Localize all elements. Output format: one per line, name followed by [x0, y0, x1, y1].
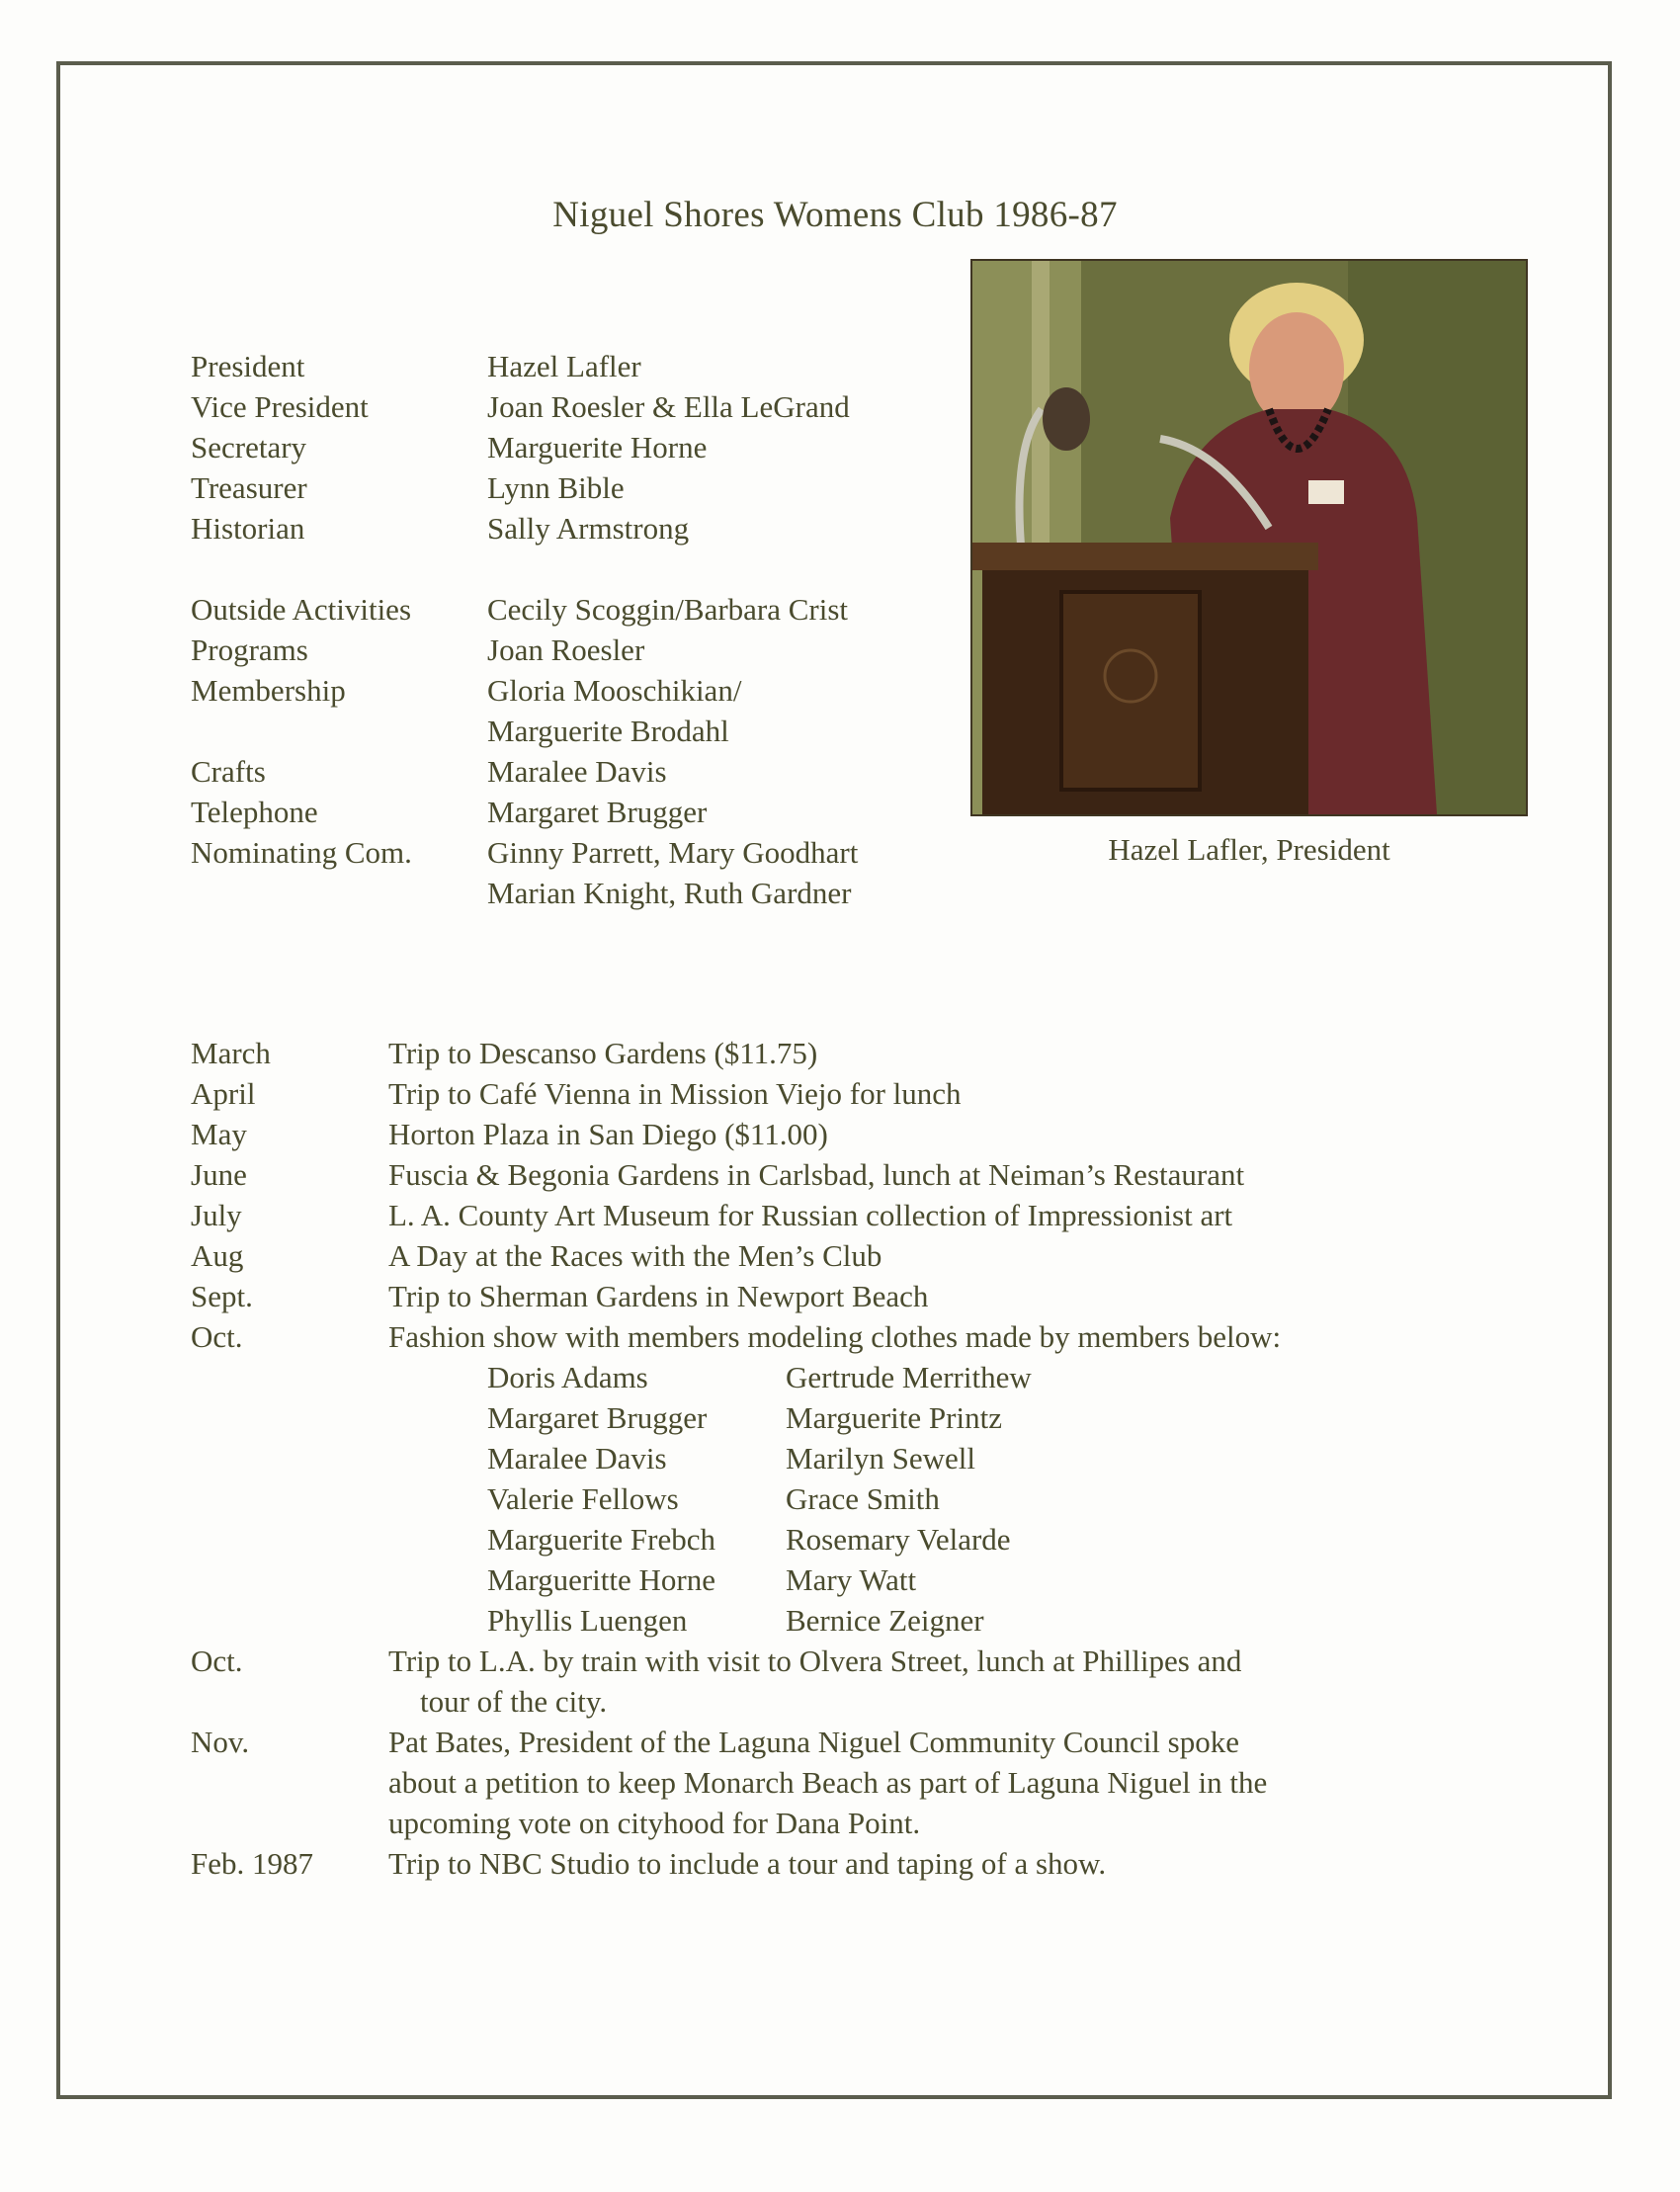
- event-row: [191, 1316, 1281, 1357]
- event-month: Oct.: [191, 1319, 243, 1354]
- officer-name: Marguerite Brodahl: [487, 714, 729, 748]
- event-row: [191, 1154, 1281, 1195]
- events-list: [191, 1033, 1281, 1884]
- event-row: [191, 1114, 1281, 1154]
- event-month: Aug: [191, 1238, 244, 1273]
- officer-name: Margaret Brugger: [487, 795, 708, 829]
- event-row: [191, 1843, 1281, 1884]
- president-photo: [970, 259, 1528, 816]
- officer-role: Crafts: [191, 754, 266, 789]
- officer-role: Outside Activities: [191, 592, 412, 627]
- event-row: [191, 1195, 1281, 1235]
- event-row: [191, 1276, 1281, 1316]
- model-row: [487, 1478, 1281, 1519]
- officer-name: Gloria Mooschikian/: [487, 673, 742, 708]
- model-row: [487, 1357, 1281, 1397]
- model-name: Doris Adams: [487, 1360, 648, 1394]
- event-row: [191, 1235, 1281, 1276]
- event-month: April: [191, 1076, 256, 1111]
- event-description: A Day at the Races with the Men’s Club: [388, 1238, 882, 1273]
- model-name: Phyllis Luengen: [487, 1603, 688, 1638]
- event-month: Feb. 1987: [191, 1846, 313, 1881]
- officer-name: Cecily Scoggin/Barbara Crist: [487, 592, 849, 627]
- officer-name: Lynn Bible: [487, 470, 625, 505]
- photo-caption: Hazel Lafler, President: [1108, 832, 1390, 867]
- event-row: [191, 1641, 1281, 1722]
- event-description: Trip to Sherman Gardens in Newport Beach: [388, 1279, 929, 1313]
- officer-name: Ginny Parrett, Mary Goodhart: [487, 835, 859, 870]
- officer-name: Joan Roesler & Ella LeGrand: [487, 389, 850, 424]
- officer-role: Nominating Com.: [191, 835, 412, 870]
- model-name: Mary Watt: [786, 1562, 917, 1597]
- officer-role: Membership: [191, 673, 346, 708]
- event-month: May: [191, 1117, 247, 1151]
- model-name: Bernice Zeigner: [786, 1603, 984, 1638]
- officer-role: Treasurer: [191, 470, 307, 505]
- model-name: Rosemary Velarde: [786, 1522, 1011, 1557]
- officer-name: Hazel Lafler: [487, 349, 641, 383]
- model-name: Gertrude Merrithew: [786, 1360, 1032, 1394]
- event-description: about a petition to keep Monarch Beach as part of Laguna Niguel in the: [388, 1765, 1268, 1800]
- model-name: Valerie Fellows: [487, 1481, 679, 1516]
- officer-name: Sally Armstrong: [487, 511, 690, 546]
- model-row: [487, 1600, 1281, 1641]
- event-month: Oct.: [191, 1644, 243, 1678]
- model-name: Grace Smith: [786, 1481, 940, 1516]
- model-row: [487, 1560, 1281, 1600]
- event-month: March: [191, 1036, 271, 1070]
- event-month: July: [191, 1198, 242, 1232]
- model-name: Margueritte Horne: [487, 1562, 715, 1597]
- model-name: Marguerite Printz: [786, 1400, 1002, 1435]
- model-name: Margaret Brugger: [487, 1400, 708, 1435]
- model-name: Marguerite Frebch: [487, 1522, 715, 1557]
- event-description: upcoming vote on cityhood for Dana Point.: [388, 1806, 921, 1840]
- officer-role: Historian: [191, 511, 305, 546]
- page-title: Niguel Shores Womens Club 1986-87: [552, 195, 1118, 235]
- model-name: Marilyn Sewell: [786, 1441, 975, 1475]
- event-description: Trip to Café Vienna in Mission Viejo for lunch: [388, 1076, 962, 1111]
- officer-role: Telephone: [191, 795, 318, 829]
- event-description: L. A. County Art Museum for Russian collection of Impressionist art: [388, 1198, 1233, 1232]
- event-month: June: [191, 1157, 247, 1192]
- event-description: Trip to NBC Studio to include a tour and taping of a show.: [388, 1846, 1107, 1881]
- event-description: Horton Plaza in San Diego ($11.00): [388, 1117, 828, 1151]
- event-month: Nov.: [191, 1725, 250, 1759]
- event-description: Fuscia & Begonia Gardens in Carlsbad, lunch at Neiman’s Restaurant: [388, 1157, 1245, 1192]
- model-row: [487, 1519, 1281, 1560]
- fashion-show-models: [487, 1357, 1281, 1641]
- model-name: Maralee Davis: [487, 1441, 667, 1475]
- event-description: Trip to L.A. by train with visit to Olvera Street, lunch at Phillipes and: [388, 1644, 1242, 1678]
- event-description: Trip to Descanso Gardens ($11.75): [388, 1036, 818, 1070]
- event-row: [191, 1722, 1281, 1843]
- event-description-continued: tour of the city.: [420, 1684, 608, 1719]
- officer-role: Vice President: [191, 389, 369, 424]
- event-row: [191, 1073, 1281, 1114]
- officer-role: Programs: [191, 632, 308, 667]
- officer-role: Secretary: [191, 430, 307, 464]
- model-row: [487, 1438, 1281, 1478]
- officer-role: President: [191, 349, 305, 383]
- officer-name: Marian Knight, Ruth Gardner: [487, 876, 852, 910]
- event-month: Sept.: [191, 1279, 253, 1313]
- officer-name: Joan Roesler: [487, 632, 645, 667]
- event-row: [191, 1033, 1281, 1073]
- event-description: Fashion show with members modeling clothes made by members below:: [388, 1319, 1282, 1354]
- event-description: Pat Bates, President of the Laguna Niguel Community Council spoke: [388, 1725, 1239, 1759]
- model-row: [487, 1397, 1281, 1438]
- officer-name: Marguerite Horne: [487, 430, 708, 464]
- officer-name: Maralee Davis: [487, 754, 667, 789]
